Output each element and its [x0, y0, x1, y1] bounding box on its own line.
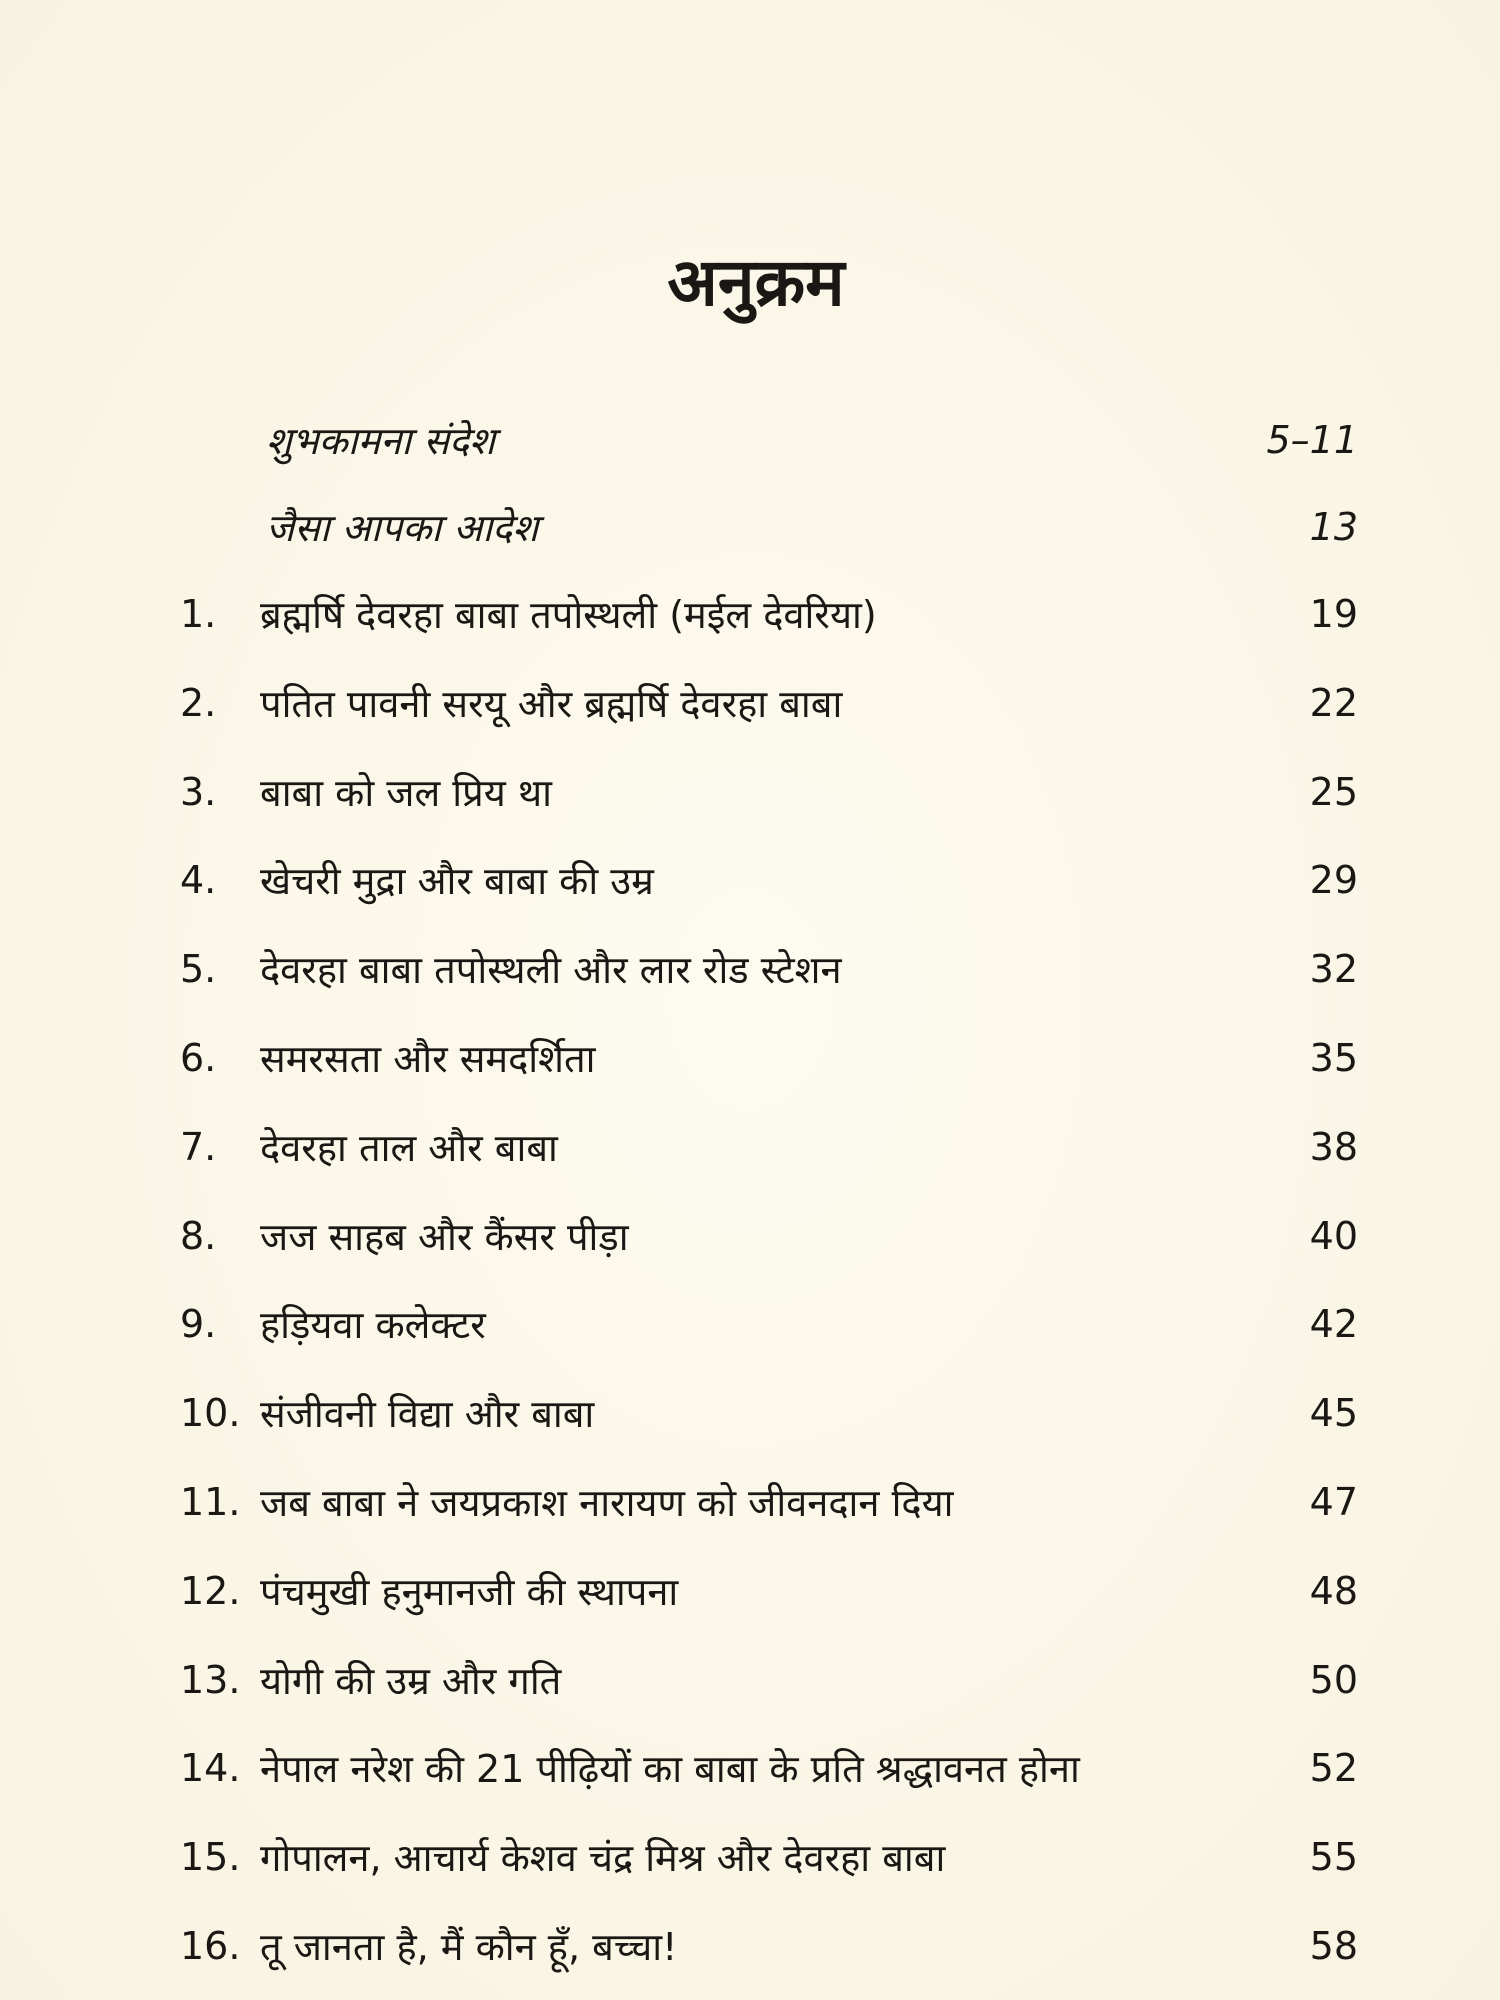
- toc-entry-title: संजीवनी विद्या और बाबा: [260, 1392, 595, 1437]
- toc-entry: [180, 673, 1358, 733]
- toc-entry-num: 7.: [180, 1124, 217, 1169]
- toc-entry-page: 42: [1309, 1302, 1358, 1347]
- toc-entry-num: 9.: [180, 1302, 217, 1347]
- toc-entry: [180, 1561, 1358, 1621]
- toc-entry-title: गोपालन, आचार्य केशव चंद्र मिश्र और देवरहा बाबा: [260, 1836, 946, 1881]
- toc-entry-page: 40: [1309, 1213, 1358, 1258]
- toc-entry-num: 16.: [180, 1924, 241, 1968]
- toc-entry-page: 19: [1309, 592, 1358, 636]
- toc-entry-title: जब बाबा ने जयप्रकाश नारायण को जीवनदान दिया: [260, 1481, 954, 1525]
- toc-entry: [180, 1028, 1358, 1088]
- toc-entry-title: पंचमुखी हनुमानजी की स्थापना: [260, 1569, 679, 1614]
- toc-entry-num: 3.: [180, 769, 217, 814]
- toc-entry-num: 2.: [180, 680, 217, 725]
- toc-entry: [180, 1206, 1358, 1266]
- toc-entry-num: 8.: [180, 1213, 217, 1258]
- toc-entry-page: 35: [1309, 1036, 1358, 1080]
- toc-entry-title: खेचरी मुद्रा और बाबा की उम्र: [260, 859, 654, 904]
- toc-entry-num: 15.: [180, 1835, 241, 1880]
- toc-entry: [180, 584, 1358, 644]
- toc-item-title: जैसा आपका आदेश: [266, 506, 539, 550]
- toc-entry-num: 12.: [180, 1568, 241, 1613]
- toc-entry-title: देवरहा बाबा तपोस्थली और लार रोड स्टेशन: [260, 948, 842, 993]
- toc-entry-num: 4.: [180, 858, 217, 903]
- toc-entry: [180, 1117, 1358, 1177]
- toc-entry-title: तू जानता है, मैं कौन हूँ, बच्चा!: [260, 1925, 678, 1969]
- toc-entry: [180, 1383, 1358, 1443]
- toc-entry-title: पतित पावनी सरयू और ब्रह्मर्षि देवरहा बाबा: [260, 681, 843, 726]
- toc-preface-item: [266, 497, 1358, 557]
- toc-entry: [180, 1916, 1358, 1976]
- toc-entry-page: 29: [1309, 858, 1358, 903]
- toc-entry: [180, 1650, 1358, 1710]
- toc-entry: [180, 1294, 1358, 1354]
- toc-entry-title: हड़ियवा कलेक्टर: [260, 1303, 486, 1348]
- toc-entry-page: 50: [1309, 1657, 1358, 1702]
- toc-entry: [180, 1827, 1358, 1887]
- toc-entry-title: योगी की उम्र और गति: [260, 1658, 562, 1703]
- toc-entry-page: 38: [1309, 1124, 1358, 1169]
- toc-entry-num: 11.: [180, 1480, 241, 1524]
- toc-item-title: शुभकामना संदेश: [266, 419, 496, 463]
- toc-entry: [180, 1738, 1358, 1798]
- page-title: अनुक्रम: [667, 244, 845, 321]
- toc-entry-page: 45: [1309, 1391, 1358, 1436]
- toc-entry-page: 47: [1309, 1480, 1358, 1524]
- toc-entry: [180, 1472, 1358, 1532]
- toc-entry-num: 5.: [180, 947, 217, 992]
- toc-entry-title: देवरहा ताल और बाबा: [260, 1125, 558, 1170]
- toc-entry-title: बाबा को जल प्रिय था: [260, 770, 553, 815]
- toc-entry-page: 32: [1309, 947, 1358, 992]
- toc-entry-page: 52: [1309, 1746, 1358, 1791]
- toc-entry-num: 6.: [180, 1036, 217, 1080]
- toc-entry-page: 22: [1309, 680, 1358, 725]
- toc-entry-title: जज साहब और कैंसर पीड़ा: [260, 1214, 629, 1259]
- toc-entry: [180, 850, 1358, 910]
- toc-entry-num: 1.: [180, 592, 217, 636]
- toc-preface-item: [266, 410, 1358, 470]
- toc-entry-title: नेपाल नरेश की 21 पीढ़ियों का बाबा के प्रति श्रद्धावनत होना: [260, 1747, 1080, 1792]
- toc-entry-page: 25: [1309, 769, 1358, 814]
- toc-entry-title: ब्रह्मर्षि देवरहा बाबा तपोस्थली (मईल देवरिया): [260, 593, 877, 637]
- toc-entry: [180, 939, 1358, 999]
- toc-entry: [180, 762, 1358, 822]
- toc-entry-num: 14.: [180, 1746, 241, 1791]
- toc-entry-title: समरसता और समदर्शिता: [260, 1037, 596, 1081]
- toc-entry-page: 58: [1309, 1924, 1358, 1968]
- toc-entry-num: 13.: [180, 1657, 241, 1702]
- toc-item-page: 13: [1309, 505, 1358, 549]
- toc-entry-num: 10.: [180, 1391, 241, 1436]
- toc-entry-page: 55: [1309, 1835, 1358, 1880]
- toc-item-page: 5–11: [1266, 418, 1358, 462]
- toc-entry-page: 48: [1309, 1568, 1358, 1613]
